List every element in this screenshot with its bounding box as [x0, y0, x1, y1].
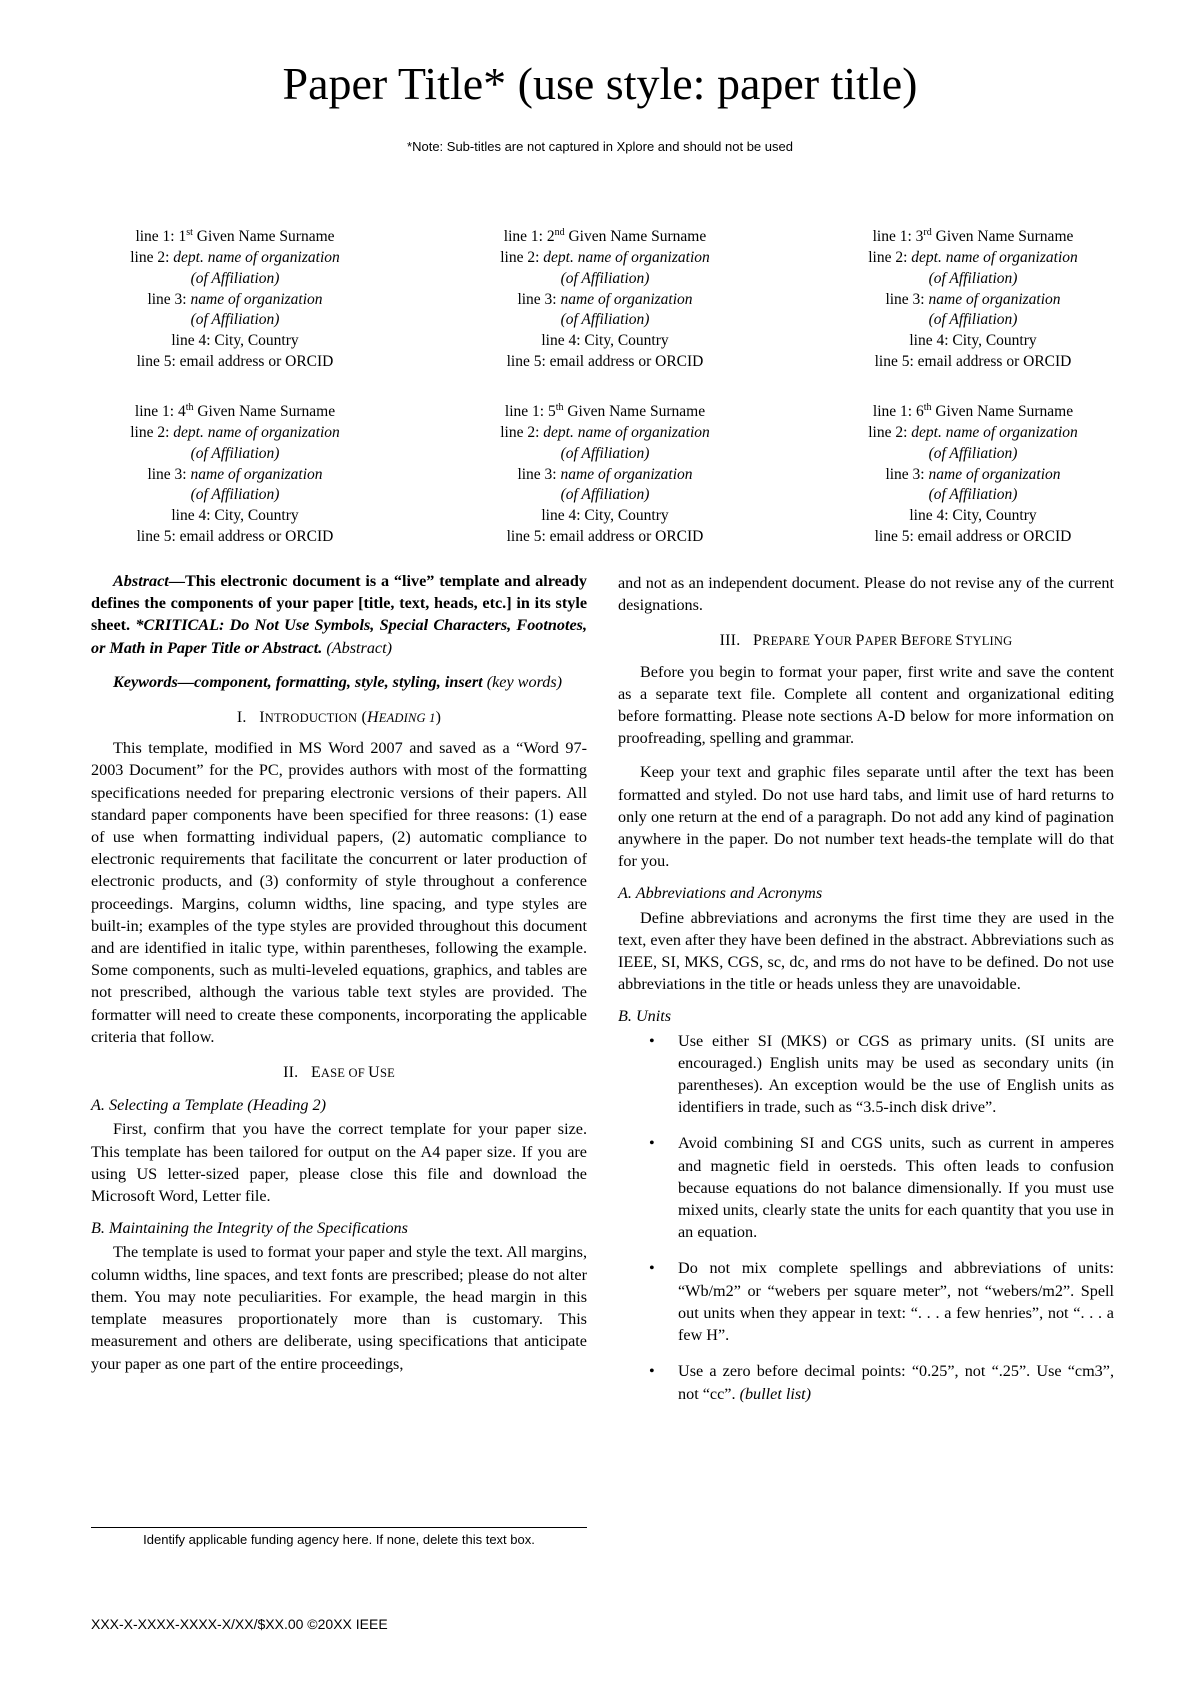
author-affiliation: (of Affiliation) [190, 269, 280, 287]
author-line-4: line 4: City, Country [909, 332, 1037, 350]
author-line-5: line 5: email address or ORCID [874, 352, 1072, 370]
keywords: Keywords—component, formatting, style, styling, insert (key words) [113, 672, 563, 691]
author-block-5 [425, 398, 785, 548]
left-column [91, 570, 587, 1375]
author-line-1: line 1: 5th Given Name Surname [504, 402, 706, 421]
author-line-4: line 4: City, Country [171, 332, 299, 350]
subsection-heading-units: B. Units [618, 1007, 672, 1026]
list-item: • Do not mix complete spellings and abbreviations of units: “Wb/m2” or “webers per square meter”, not “webers/m2”. Spell out units when they appear in text: “. . . a few henries”, not “. . . a few H”. [649, 1259, 1114, 1345]
author-line-3: line 3: name of organization [517, 290, 693, 308]
author-affiliation: (of Affiliation) [190, 486, 280, 504]
author-line-2: line 2: dept. name of organization [868, 248, 1078, 266]
author-line-2: line 2: dept. name of organization [130, 423, 340, 441]
author-line-1: line 1: 2nd Given Name Surname [503, 227, 707, 246]
author-line-5: line 5: email address or ORCID [506, 352, 704, 370]
prepare-paragraph-1: Before you begin to format your paper, first write and save the content as a separate text file. Complete all content and organizational editing before formatting. Please note sections A-D below for more information on proofreading, spelling and grammar. [618, 662, 1114, 748]
author-line-5: line 5: email address or ORCID [506, 527, 704, 545]
prepare-paragraph-2: Keep your text and graphic files separate until after the text has been formatted and styled. Do not use hard tabs, and limit use of hard returns to only one return at the end of a paragraph. Do not add any kind of pagination anywhere in the paper. Do not number text heads-the template will do that for you. [618, 763, 1114, 871]
author-affiliation: (of Affiliation) [928, 444, 1018, 462]
author-line-4: line 4: City, Country [909, 507, 1037, 525]
subsection-heading-abbreviations: A. Abbreviations and Acronyms [618, 884, 823, 903]
abstract: Abstract—This electronic document is a “live” template and already defines the components of your paper [title, text, heads, etc.] in its style sheet. *CRITICAL: Do Not Use Symbols, Special Characters, Footnotes, or Math in Paper Title or Abstract. (Abstract) [91, 572, 588, 657]
bullet-icon: • [649, 1134, 655, 1153]
author-line-3: line 3: name of organization [147, 465, 323, 483]
selecting-template-paragraph: First, confirm that you have the correct template for your paper size. This template has been tailored for output on the A4 paper size. If you are using US letter-sized paper, please close this file and download the Microsoft Word, Letter file. [91, 1120, 587, 1206]
subtitle-note: *Note: Sub-titles are not captured in Xplore and should not be used [407, 139, 793, 154]
funding-footnote: Identify applicable funding agency here. If none, delete this text box. [143, 1532, 535, 1547]
author-line-3: line 3: name of organization [885, 465, 1061, 483]
paper-title: Paper Title* (use style: paper title) [282, 58, 918, 109]
author-affiliation: (of Affiliation) [928, 311, 1018, 329]
author-affiliation: (of Affiliation) [560, 311, 650, 329]
copyright-line: XXX-X-XXXX-XXXX-X/XX/$XX.00 ©20XX IEEE [91, 1616, 388, 1632]
bullet-icon: • [649, 1362, 655, 1381]
author-line-5: line 5: email address or ORCID [874, 527, 1072, 545]
author-line-2: line 2: dept. name of organization [130, 248, 340, 266]
author-affiliation: (of Affiliation) [928, 269, 1018, 287]
footnote-rule [91, 1527, 587, 1528]
author-block-3 [793, 223, 1153, 373]
list-item: • Use either SI (MKS) or CGS as primary units. (SI units are encouraged.) English units may be used as secondary units (in parentheses). An exception would be the use of English units as identifiers in trade, such as “3.5-inch disk drive”. [649, 1031, 1114, 1117]
continued-paragraph: and not as an independent document. Please do not revise any of the current designations. [618, 574, 1114, 615]
author-line-3: line 3: name of organization [147, 290, 323, 308]
section-heading-prepare-paper: III. PREPARE YOUR PAPER BEFORE STYLING [719, 632, 1013, 650]
list-item: • Avoid combining SI and CGS units, such as current in amperes and magnetic field in oersteds. This often leads to confusion because equations do not balance dimensionally. If you must use mixed units, clearly state the units for each quantity that you use in an equation. [649, 1134, 1114, 1242]
list-item: • Use a zero before decimal points: “0.25”, not “.25”. Use “cm3”, not “cc”. (bullet list) [649, 1362, 1114, 1403]
author-affiliation: (of Affiliation) [190, 311, 280, 329]
author-line-4: line 4: City, Country [541, 332, 669, 350]
right-column [618, 572, 1114, 1419]
author-line-3: line 3: name of organization [517, 465, 693, 483]
author-line-1: line 1: 6th Given Name Surname [872, 402, 1074, 421]
author-block-2 [425, 223, 785, 373]
units-bullet-list [618, 1030, 1114, 1405]
introduction-paragraph: This template, modified in MS Word 2007 and saved as a “Word 97-2003 Document” for the PC, provides authors with most of the formatting specifications needed for preparing electronic versions of their papers. All standard paper components have been specified for three reasons: (1) ease of use when formatting individual papers, (2) automatic compliance to electronic requirements that facilitate the concurrent or later production of electronic products, and (3) conformity of style throughout a conference proceedings. Margins, column widths, line spacing, and type styles are built-in; examples of the type styles are provided throughout this document and are identified in italic type, within parentheses, following the example. Some components, such as multi-leveled equations, graphics, and tables are not prescribed, although the various table text styles are provided. The formatter will need to create these components, incorporating the applicable criteria that follow. [91, 739, 587, 1046]
author-line-5: line 5: email address or ORCID [136, 352, 334, 370]
author-line-2: line 2: dept. name of organization [500, 423, 710, 441]
author-line-2: line 2: dept. name of organization [500, 248, 710, 266]
author-line-1: line 1: 4th Given Name Surname [134, 402, 336, 421]
author-line-1: line 1: 3rd Given Name Surname [872, 227, 1074, 246]
bullet-icon: • [649, 1031, 655, 1050]
author-affiliation: (of Affiliation) [560, 486, 650, 504]
author-affiliation: (of Affiliation) [928, 486, 1018, 504]
bullet-icon: • [649, 1259, 655, 1278]
author-line-4: line 4: City, Country [171, 507, 299, 525]
author-line-5: line 5: email address or ORCID [136, 527, 334, 545]
author-block-4 [55, 398, 415, 548]
author-affiliation: (of Affiliation) [560, 269, 650, 287]
author-line-4: line 4: City, Country [541, 507, 669, 525]
author-affiliation: (of Affiliation) [190, 444, 280, 462]
author-affiliation: (of Affiliation) [560, 444, 650, 462]
author-line-1: line 1: 1st Given Name Surname [135, 227, 335, 246]
author-line-3: line 3: name of organization [885, 290, 1061, 308]
abbreviations-paragraph: Define abbreviations and acronyms the first time they are used in the text, even after they have been defined in the abstract. Abbreviations such as IEEE, SI, MKS, CGS, sc, dc, and rms do not have to be defined. Do not use abbreviations in the title or heads unless they are unavoidable. [618, 908, 1114, 994]
section-heading-ease-of-use: II. EASE OF USE [283, 1064, 395, 1082]
subsection-heading-integrity: B. Maintaining the Integrity of the Specifications [91, 1219, 408, 1238]
author-block-6 [793, 398, 1153, 548]
author-block-1 [55, 223, 415, 373]
author-line-2: line 2: dept. name of organization [868, 423, 1078, 441]
section-heading-introduction: I. INTRODUCTION (HEADING 1) [236, 709, 442, 727]
integrity-paragraph: The template is used to format your paper and style the text. All margins, column widths, line spaces, and text fonts are prescribed; please do not alter them. You may note peculiarities. For example, the head margin in this template measures proportionately more than is customary. This measurement and others are deliberate, using specifications that anticipate your paper as one part of the entire proceedings, [91, 1243, 587, 1373]
subsection-heading-selecting-template: A. Selecting a Template (Heading 2) [91, 1096, 326, 1115]
